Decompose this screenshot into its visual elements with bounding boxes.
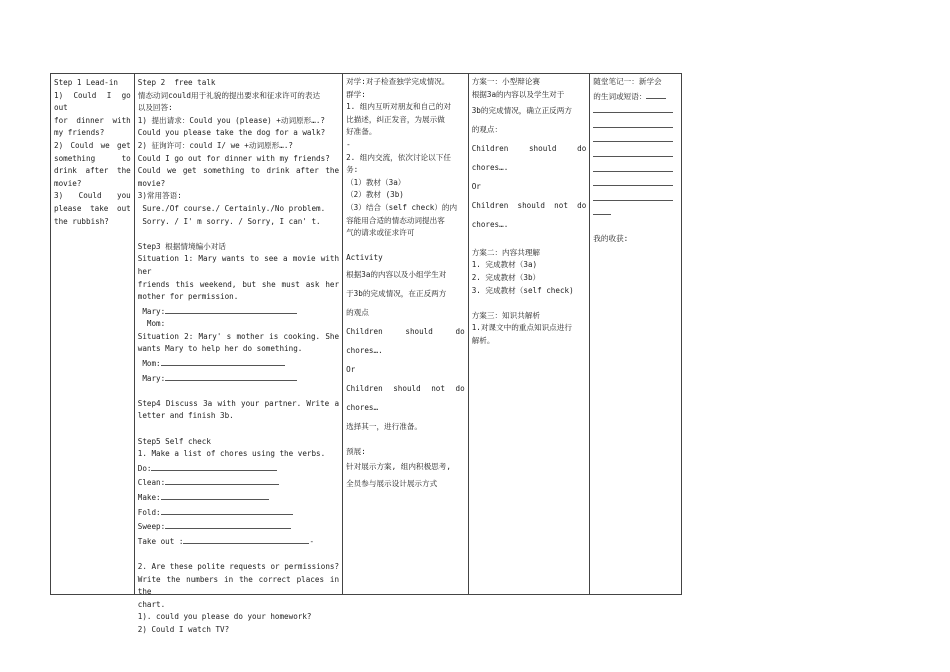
note-blank[interactable] bbox=[593, 191, 673, 201]
note-blank[interactable] bbox=[593, 132, 673, 142]
step5-item: 2) Could I watch TV? bbox=[137, 624, 230, 634]
procedure-column: Step 2 free talk 情态动词could用于礼貌的提出要求和征求许可的表达 以及回答: 1) 提出请求：Could you (please) +动词原形….? Could you please take the dog for a walk? 2) 征询许可：could I/ we +动词原形….? Could I go out for dinner with my friends? Could we get something to drink after the movie? 3)常用答语: Sure./Of course./ Certainly./No problem. Sorry. / I' m sorry. / Sorry, I can' t. Step3 根据情境编小对话 Situation 1: Mary wants to see a movie with her friends this weekend, but she must ask her mother for permission. Mary: Mom: Situation 2: Mary' s mother is cooking. She wants Mary to help her do something. Mom: Mary: Step4 Discuss 3a with your partner. Write a letter and finish 3b. Step5 Self check 1. Make a list of chores using the verbs. Do: Clean: Make: Fold: Sweep: Take out : - 2. Are these polite requests or permissions? Write the numbers in the correct places in the chart. 1). could you please do your homework? 2) Could I watch TV? bbox=[135, 74, 343, 594]
plan2-line: 1. 完成教材（3a) bbox=[471, 260, 538, 270]
intro-line: 1) 提出请求：Could you (please) +动词原形….? bbox=[137, 115, 325, 125]
col1-line: something to bbox=[54, 153, 131, 163]
presentation-plans-column bbox=[469, 74, 591, 594]
col3-wide-line: chores… bbox=[346, 402, 379, 412]
col3-line: 群学: bbox=[346, 89, 366, 99]
preview-line: 全员参与展示设计展示方式 bbox=[346, 478, 438, 488]
col3-wide-line: 根据3a的内容以及小组学生对 bbox=[346, 269, 447, 279]
step2-title: Step 2 free talk bbox=[137, 78, 216, 87]
plan2-line: 2. 完成教材（3b） bbox=[471, 272, 541, 282]
plan3-line: 方案三：知识共解析 bbox=[471, 310, 541, 320]
col1-line: please take out bbox=[54, 203, 131, 213]
step5-q2: chart. bbox=[137, 599, 166, 609]
notes-column bbox=[590, 74, 681, 594]
plan1-line: chores…. bbox=[471, 163, 509, 173]
note-blank[interactable] bbox=[593, 176, 673, 186]
col3-wide-line: chores…. bbox=[346, 345, 383, 355]
col3-wide-line: 选择其一，进行准备。 bbox=[346, 421, 423, 431]
plan1-line: Or bbox=[471, 182, 481, 192]
col1-line: 3) Could you bbox=[54, 191, 131, 201]
dialog-blank: Mom: bbox=[138, 356, 339, 371]
verb-label: Take out : bbox=[137, 536, 184, 546]
col3-line: 比描述，纠正发音，为展示做 bbox=[346, 114, 445, 124]
dialog-blank: Mary: bbox=[138, 371, 339, 386]
plan2-line: 3. 完成教材（self check) bbox=[471, 285, 574, 295]
answer-blank[interactable] bbox=[161, 356, 285, 366]
answer-blank[interactable] bbox=[165, 519, 291, 529]
col3-line: 对学:对子检查独学完成情况。 bbox=[346, 77, 450, 86]
activity-title: Activity bbox=[346, 253, 383, 263]
step5-q2: 2. Are these polite requests or permissions? bbox=[137, 561, 340, 571]
preview-line: 预展: bbox=[346, 446, 366, 456]
lead-in-column bbox=[51, 74, 135, 594]
col3-line: （1）教材（3a） bbox=[346, 177, 406, 187]
col3-line: 务: bbox=[346, 165, 359, 175]
col1-line: 2) Could we get bbox=[54, 140, 131, 150]
answer-blank[interactable] bbox=[161, 505, 293, 515]
col1-line: drink after the bbox=[54, 166, 131, 176]
preview-line: 针对展示方案, 组内积极思考, bbox=[346, 461, 451, 471]
note-blank[interactable] bbox=[593, 118, 673, 128]
col1-line: my friends? bbox=[54, 128, 105, 138]
plan3-line: 解析。 bbox=[471, 335, 495, 345]
plan1-line: Children should not do bbox=[471, 201, 587, 211]
answer-blank[interactable] bbox=[183, 534, 309, 544]
col3-wide-line: 于3b的完成情况，在正反两方 bbox=[346, 288, 447, 298]
intro-line: Could we get something to drink after the bbox=[137, 166, 340, 176]
harvest-label: 我的收获: bbox=[593, 233, 629, 243]
note-blank[interactable] bbox=[593, 147, 673, 157]
col3-line: 1. 组内互听对朋友和自己的对 bbox=[346, 102, 451, 112]
plan1-line: Children should do bbox=[471, 144, 587, 154]
plan1-line: 3b的完成情况，确立正反两方 bbox=[471, 106, 572, 116]
col3-line: - bbox=[346, 139, 351, 149]
note-blank[interactable] bbox=[593, 205, 611, 215]
col3-line: （3）结合（self check）的内 bbox=[346, 202, 458, 212]
col3-wide-line: Children should do bbox=[346, 326, 465, 336]
answer-blank[interactable] bbox=[165, 371, 297, 381]
situation-line: friends this weekend, but she must ask her bbox=[137, 279, 340, 289]
plan2-line: 方案二：内容共理解 bbox=[471, 247, 541, 257]
answer-blank[interactable] bbox=[151, 461, 277, 471]
step4-line: letter and finish 3b. bbox=[137, 411, 234, 421]
col1-line: for dinner with bbox=[54, 115, 131, 125]
intro-line: Could you please take the dog for a walk? bbox=[137, 128, 326, 138]
col3-wide-line: Or bbox=[346, 364, 356, 374]
col3-wide-line: Children should not do bbox=[346, 383, 465, 393]
group-work-column bbox=[343, 74, 469, 594]
col3-line: 气的请求或征求许可 bbox=[346, 228, 415, 238]
answer-blank[interactable] bbox=[165, 304, 297, 314]
plan1-title: 方案一：小型辩论赛 bbox=[471, 77, 541, 86]
dialog-blank: Mary: bbox=[138, 304, 339, 319]
note-blank[interactable] bbox=[593, 162, 673, 172]
plan1-line: 根据3a的内容以及学生对于 bbox=[471, 89, 565, 99]
answer-blank[interactable] bbox=[161, 490, 269, 500]
step5-item: 1). could you please do your homework? bbox=[137, 612, 312, 622]
note-blank[interactable] bbox=[646, 89, 666, 99]
intro-line: movie? bbox=[137, 178, 166, 188]
intro-line: Could I go out for dinner with my friends? bbox=[137, 153, 330, 163]
intro-line: 以及回答: bbox=[137, 103, 173, 113]
intro-line: 情态动词could用于礼貌的提出要求和征求许可的表达 bbox=[137, 90, 321, 100]
col1-line: the rubbish? bbox=[54, 216, 109, 226]
intro-line: Sure./Of course./ Certainly./No problem. bbox=[137, 203, 326, 213]
col1-line: movie? bbox=[54, 178, 82, 188]
verb-label: Do: bbox=[137, 463, 152, 473]
step5-title: Step5 Self check bbox=[137, 436, 211, 446]
notes-subtitle: 的生词或短语： bbox=[593, 91, 647, 101]
plan1-line: chores…. bbox=[471, 220, 509, 230]
verb-label: Sweep: bbox=[137, 522, 166, 532]
step5-q2: Write the numbers in the correct places in the bbox=[137, 574, 340, 597]
situation-line: Situation 1: Mary wants to see a movie with her bbox=[137, 254, 340, 276]
dialog-blank: Mom: bbox=[137, 319, 166, 329]
note-blank[interactable] bbox=[593, 103, 673, 113]
col1-line: 1) Could I go out bbox=[54, 90, 131, 113]
col1-line: Step 1 Lead-in bbox=[54, 78, 119, 87]
intro-line: 2) 征询许可：could I/ we +动词原形….? bbox=[137, 140, 293, 150]
step5-q1: 1. Make a list of chores using the verbs. bbox=[137, 449, 326, 459]
col3-line: 2. 组内交流，依次讨论以下任 bbox=[346, 152, 451, 162]
intro-line: 3)常用答语: bbox=[137, 191, 182, 201]
lesson-plan-table bbox=[50, 73, 682, 634]
notes-title: 随堂笔记一：新学会 bbox=[593, 77, 662, 86]
answer-blank[interactable] bbox=[165, 475, 279, 485]
step4-line: Step4 Discuss 3a with your partner. Write a bbox=[137, 398, 340, 408]
situation-line: Situation 2: Mary' s mother is cooking. She bbox=[137, 331, 340, 341]
plan3-line: 1.对课文中的重点知识点进行 bbox=[471, 323, 572, 333]
col3-line: （2）教材 (3b) bbox=[346, 190, 404, 200]
verb-label: Clean: bbox=[137, 478, 166, 488]
plan1-line: 的观点： bbox=[471, 125, 503, 135]
col3-wide-line: 的观点 bbox=[346, 307, 369, 317]
verb-label: Make: bbox=[137, 493, 161, 502]
col3-line: 容能用合适的情态动词提出客 bbox=[346, 215, 445, 225]
intro-line: Sorry. / I' m sorry. / Sorry, I can' t. bbox=[137, 216, 321, 226]
situation-line: wants Mary to help her do something. bbox=[137, 344, 303, 354]
col3-line: 好准备。 bbox=[346, 127, 377, 137]
step3-title: Step3 根据情境编小对话 bbox=[137, 241, 226, 251]
verb-label: Fold: bbox=[137, 507, 161, 517]
situation-line: mother for permission. bbox=[137, 292, 239, 302]
